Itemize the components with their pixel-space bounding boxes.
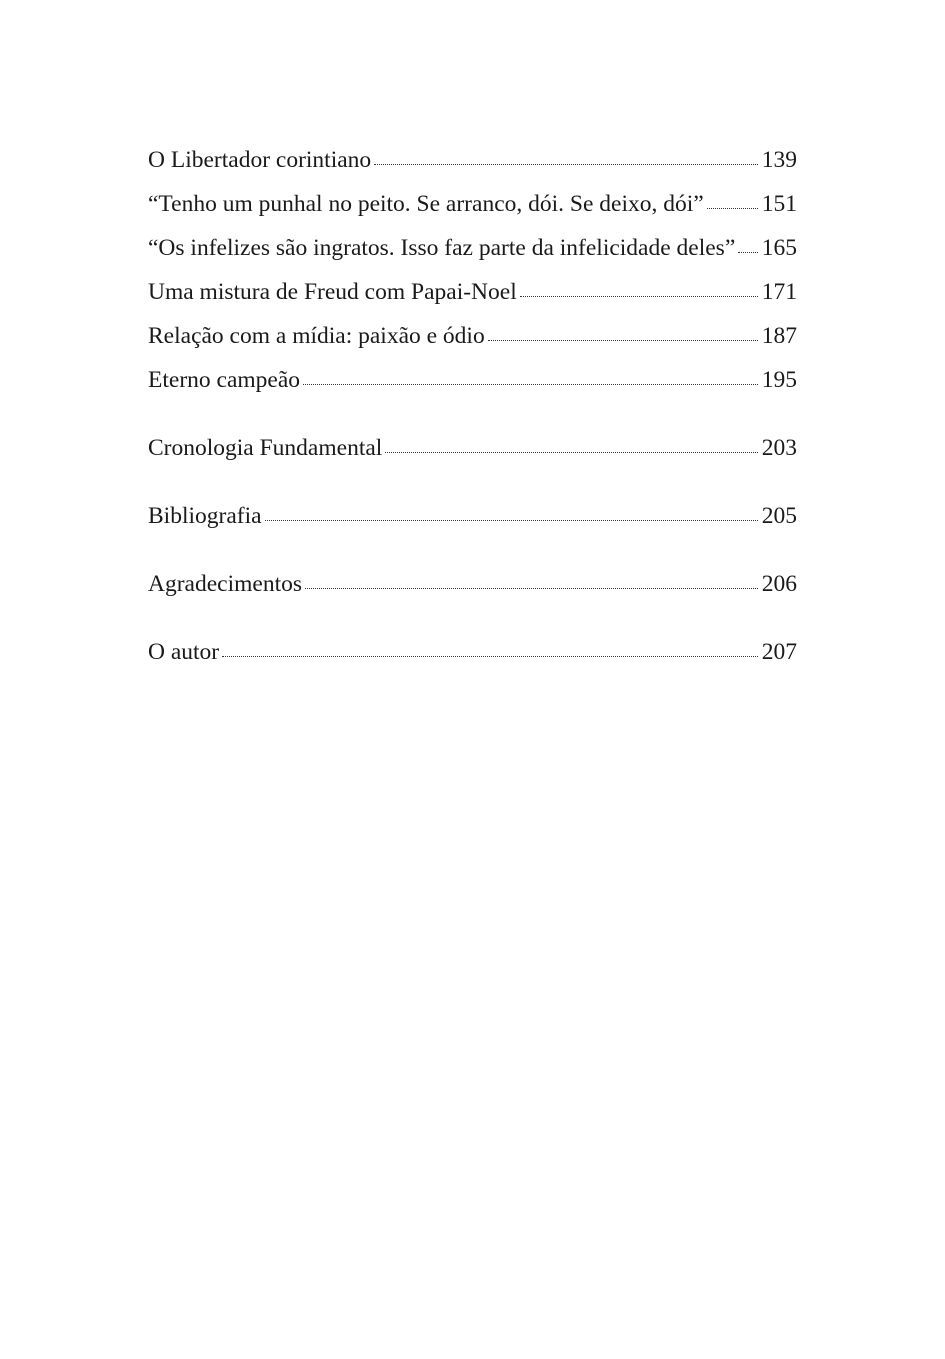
toc-entry-page: 206 bbox=[761, 571, 797, 597]
toc-entry bbox=[148, 494, 797, 538]
toc-entry bbox=[148, 426, 797, 470]
toc-entry-page: 187 bbox=[761, 323, 797, 349]
toc-entry-page: 139 bbox=[761, 147, 797, 173]
toc-entry-page: 165 bbox=[761, 235, 797, 261]
toc-entry-title: O autor bbox=[148, 639, 220, 665]
toc-entry bbox=[148, 358, 797, 402]
dot-leader bbox=[738, 252, 757, 253]
dot-leader bbox=[222, 656, 758, 657]
dot-leader bbox=[385, 452, 757, 453]
toc-entry-title: Agradecimentos bbox=[148, 571, 303, 597]
toc-entry bbox=[148, 314, 797, 358]
toc-entry-title: Cronologia Fundamental bbox=[148, 435, 383, 461]
dot-leader bbox=[374, 164, 758, 165]
dot-leader bbox=[488, 340, 758, 341]
toc-entry bbox=[148, 138, 797, 182]
toc-entry-page: 203 bbox=[761, 435, 797, 461]
dot-leader bbox=[707, 208, 758, 209]
dot-leader bbox=[520, 296, 758, 297]
dot-leader bbox=[303, 384, 758, 385]
toc-entry bbox=[148, 562, 797, 606]
toc-entry-title: O Libertador corintiano bbox=[148, 147, 372, 173]
toc-entry bbox=[148, 226, 797, 270]
dot-leader bbox=[305, 588, 758, 589]
table-of-contents bbox=[148, 138, 797, 674]
toc-entry-title: Uma mistura de Freud com Papai-Noel bbox=[148, 279, 517, 305]
toc-entry bbox=[148, 630, 797, 674]
toc-entry-title: “Os infelizes são ingratos. Isso faz parte da infelicidade deles” bbox=[148, 235, 736, 261]
toc-entry-title: Bibliografia bbox=[148, 503, 262, 529]
toc-entry-page: 151 bbox=[761, 191, 797, 217]
toc-entry-page: 195 bbox=[761, 367, 797, 393]
toc-entry-page: 205 bbox=[761, 503, 797, 529]
dot-leader bbox=[265, 520, 758, 521]
toc-entry-page: 171 bbox=[761, 279, 797, 305]
toc-entry bbox=[148, 270, 797, 314]
toc-entry-title: Eterno campeão bbox=[148, 367, 301, 393]
toc-entry-title: “Tenho um punhal no peito. Se arranco, dói. Se deixo, dói” bbox=[148, 191, 704, 217]
toc-entry-page: 207 bbox=[761, 639, 797, 665]
toc-entry-title: Relação com a mídia: paixão e ódio bbox=[148, 323, 485, 349]
toc-entry bbox=[148, 182, 797, 226]
